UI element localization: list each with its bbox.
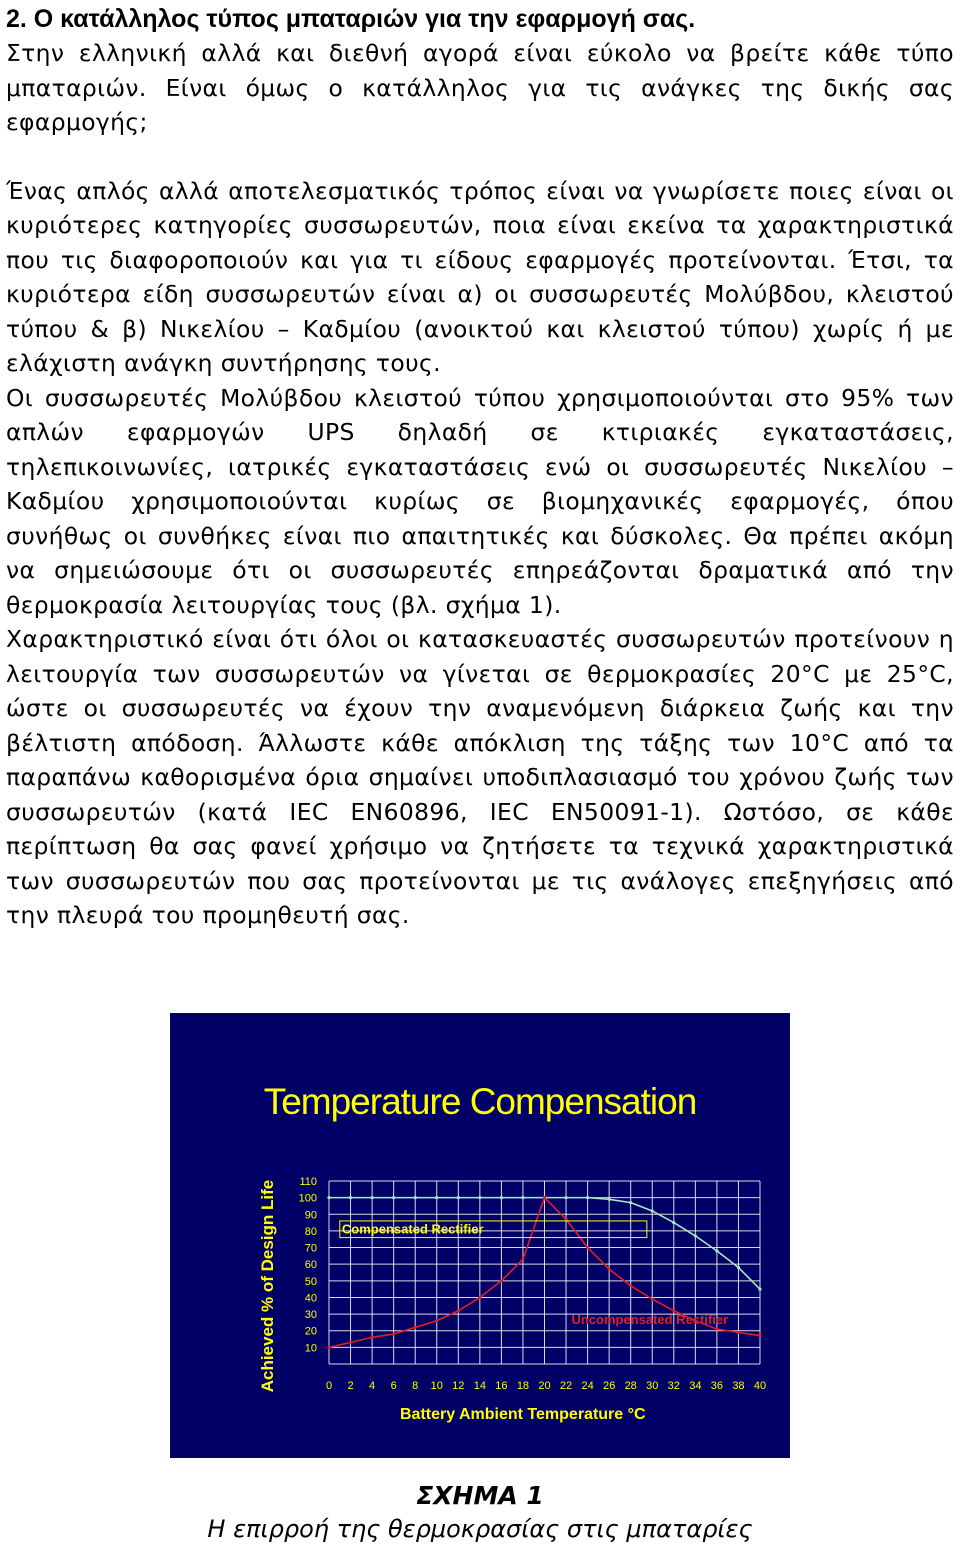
series-point-1 [564,1218,567,1221]
x-tick-label: 32 [667,1380,680,1392]
x-tick-label: 6 [390,1380,397,1392]
annotation-uncompensated: Uncompensated Rectifier [571,1312,729,1328]
series-point-1 [478,1296,481,1299]
series-point-1 [457,1309,460,1312]
chart-annotations [340,1221,728,1327]
chart-grid [329,1181,760,1364]
series-point-1 [414,1326,417,1329]
chart-title: Temperature Compensation [263,1081,697,1122]
series-point-1 [521,1258,524,1261]
series-point-0 [500,1196,503,1199]
x-tick-label: 24 [581,1380,594,1392]
y-tick-label: 60 [304,1259,317,1272]
series-point-1 [629,1284,632,1287]
series-point-1 [758,1334,761,1337]
series-point-0 [694,1234,697,1237]
series-point-0 [758,1288,761,1291]
x-tick-label: 18 [516,1380,530,1392]
series-point-1 [543,1196,546,1199]
series-point-0 [608,1198,611,1201]
paragraph-battery-types: Ένας απλός αλλά αποτελεσματικός τρόπος είναι να γνωρίσετε ποιες είναι οι κυριότερες κατηγορίες συσσωρευτών, ποια είναι εκείνα τα χαρακτηριστικά που τις διαφοροποιούν και για τι είδους εφαρμογές προτείνονται. Έτσι, τα κυριότερα είδη συσσωρευτών είναι α) οι συσσωρευτές Μολύβδου, κλειστού τύπου & β) Νικελίου – Καδμίου (ανοικτού και κλειστού τύπου) χωρίς ή με ελάχιστη ανάγκη συντήρησης τους. [6,176,954,377]
series-point-0 [564,1196,567,1199]
figure-caption: Η επιρροή της θερμοκρασίας στις μπαταρίες [207,1515,753,1543]
y-tick-label: 10 [304,1342,317,1355]
series-point-1 [349,1341,352,1344]
series-point-0 [414,1196,417,1199]
y-tick-label: 70 [304,1242,317,1255]
section-heading: 2. Ο κατάλληλος τύπος μπαταριών για την εφαρμογή σας. [6,5,696,33]
series-point-1 [371,1336,374,1339]
series-point-0 [349,1196,352,1199]
y-tick-label: 100 [298,1192,317,1205]
series-point-0 [629,1201,632,1204]
paragraph-intro: Στην ελληνική αλλά και διεθνή αγορά είναι εύκολο να βρείτε κάθε τύπο μπαταριών. Είναι όμως ο κατάλληλος για τις ανάγκες της δικής σας εφαρμογής; [6,39,954,136]
series-point-0 [392,1196,395,1199]
annotation-compensated: Compensated Rectifier [341,1221,484,1237]
temperature-compensation-chart [170,1013,790,1458]
x-tick-label: 34 [689,1380,702,1392]
x-tick-label: 12 [452,1380,465,1392]
series-point-0 [715,1249,718,1252]
y-tick-label: 30 [304,1309,317,1322]
x-tick-label: 40 [753,1380,767,1392]
x-tick-label: 30 [646,1380,659,1392]
x-tick-label: 28 [624,1380,637,1392]
series-point-1 [737,1331,740,1334]
series-point-0 [521,1196,524,1199]
x-tick-label: 22 [559,1380,573,1392]
y-tick-label: 40 [304,1292,317,1305]
series-point-0 [737,1266,740,1269]
series-point-1 [392,1332,395,1335]
x-tick-label: 14 [473,1380,486,1392]
x-tick-label: 36 [710,1380,724,1392]
document-body [6,36,954,933]
paragraph-temperature: Χαρακτηριστικό είναι ότι όλοι οι κατασκευαστές συσσωρευτών προτείνουν η λειτουργία των συσσωρευτών να γίνεται σε θερμοκρασίες 20°C με 25°C, ώστε οι συσσωρευτές να έχουν την αναμενόμενη διάρκεια ζωής και την βέλτιστη απόδοση. Άλλωστε κάθε απόκλιση της τάξης των 10°C από τα παραπάνω καθορισμένα όρια σημαίνει υποδιπλασιασμό του χρόνου ζωής των συσσωρευτών (κατά IEC EN60896, IEC EN50091-1). Ωστόσο, σε κάθε περίπτωση θα σας φανεί χρήσιμο να ζητήσετε τα τεχνικά χαρακτηριστικά των συσσωρευτών που σας προτείνονται με τις ανάλογες επεξηγήσεις από την πλευρά του προμηθευτή σας. [6,625,954,929]
series-point-1 [500,1279,503,1282]
series-point-0 [457,1196,460,1199]
series-point-0 [371,1196,374,1199]
x-tick-label: 0 [325,1380,333,1392]
x-tick-label: 4 [369,1380,376,1392]
chart-x-axis-label: Battery Ambient Temperature °C [400,1406,646,1423]
y-tick-label: 110 [299,1176,317,1188]
x-tick-label: 2 [347,1380,354,1392]
series-point-0 [435,1196,438,1199]
series-point-1 [608,1268,611,1271]
x-tick-label: 20 [538,1380,551,1392]
series-point-1 [327,1346,330,1349]
x-tick-label: 8 [412,1380,419,1392]
series-point-0 [478,1196,481,1199]
series-point-1 [435,1319,438,1322]
y-tick-label: 50 [304,1275,317,1288]
series-point-1 [715,1327,718,1330]
chart-ticks [299,1176,766,1392]
paragraph-applications: Οι συσσωρευτές Μολύβδου κλειστού τύπου χρησιμοποιούνται στο 95% των απλών εφαρμογών UPS δηλαδή σε κτιριακές εγκαταστάσεις, τηλεπικοινωνίες, ιατρικές εγκαταστάσεις ενώ οι συσσωρευτές Νικελίου – Καδμίου χρησιμοποιούνται κυρίως σε βιομηχανικές εφαρμογές, όπου συνήθως οι συνθήκες είναι πιο απαιτητικές και δύσκολες. Θα πρέπει ακόμη να σημειώσουμε ότι οι συσσωρευτές επηρεάζονται δραματικά από την θερμοκρασία λειτουργίας τους (βλ. σχήμα 1). [6,383,954,619]
x-tick-label: 26 [603,1380,616,1392]
figure-number: ΣΧΗΜΑ 1 [416,1481,544,1510]
y-tick-label: 80 [304,1225,317,1238]
x-tick-label: 10 [430,1380,443,1392]
series-point-0 [327,1196,330,1199]
chart-y-axis-label: Achieved % of Design Life [258,1179,277,1393]
series-point-0 [651,1209,654,1212]
x-tick-label: 38 [732,1380,745,1392]
series-point-1 [586,1246,589,1249]
series-point-1 [651,1298,654,1301]
y-tick-label: 90 [304,1209,317,1222]
y-tick-label: 20 [304,1325,317,1338]
x-tick-label: 16 [495,1380,508,1392]
series-point-0 [586,1196,589,1199]
series-point-0 [672,1221,675,1224]
